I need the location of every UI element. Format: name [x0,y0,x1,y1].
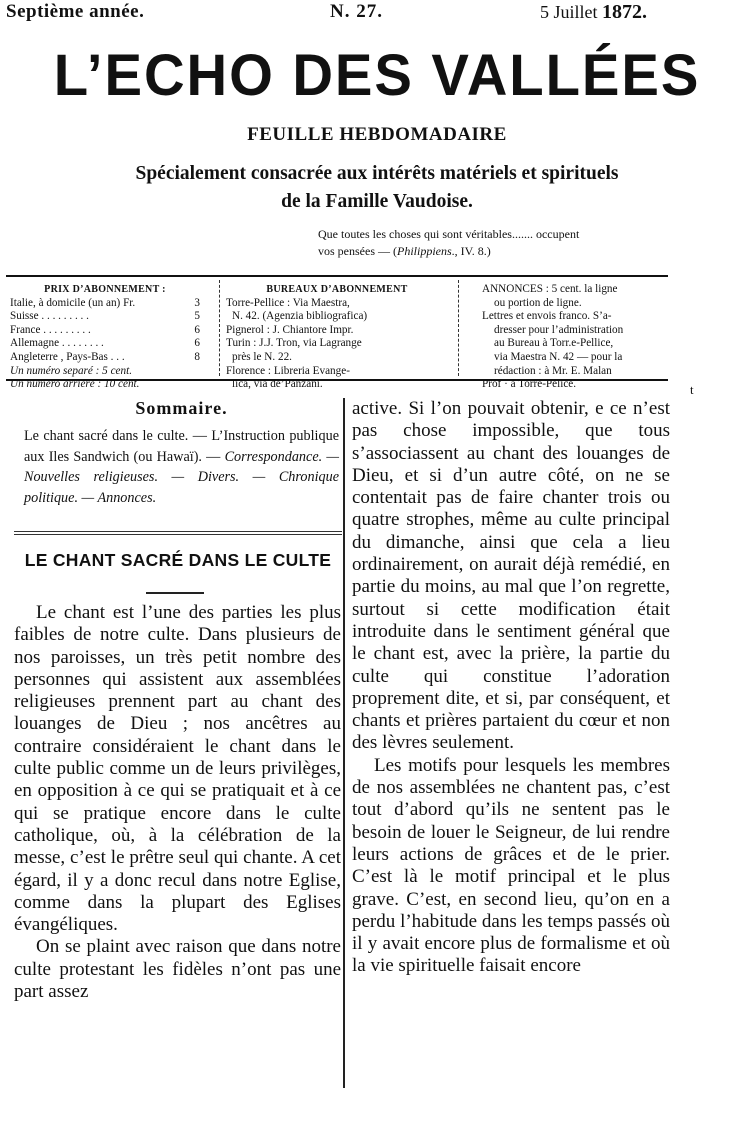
masthead-topline [0,0,754,26]
issue-year: 1872. [602,1,647,23]
advertising-line: rédaction : à Mr. E. Malan [494,364,612,377]
newspaper-subtitle: FEUILLE HEBDOMADAIRE [247,124,507,145]
price-label: Angleterre , Pays-Bas . . . [10,350,125,363]
advertising-line: Prof · à Torre-Pelice. [482,378,577,391]
office-line: près le N. 22. [232,350,292,363]
price-value: 6 [194,323,200,336]
article-paragraph: Le chant est l’une des parties les plus faibles de notre culte. Dans plusieurs de nos paroisses, un très petit nombre des personnes qui assistent aux assemblées religieuses prennent part au chant des louanges de Dieu ; nos ancêtres au contraire considéraient le chant dans le culte public comme un de leurs privilèges, en opposition à ce qui se pratiquait et à ce qui se pratique encore dans le culte catholique, où, à la célébration de la messe, c’est le prêtre seul qui chante. A cet égard, il y a donc recul dans notre Eglise, comme dans la plupart des Eglises évangéliques. [14,602,341,936]
office-line: lica, via de’Panzani. [232,378,323,391]
price-value: 5 [194,310,200,323]
issue-number: N. 27. [330,1,383,22]
price-row [10,337,200,351]
office-line: Turin : J.J. Tron, via Lagrange [226,337,362,350]
column-rule [343,398,345,1088]
price-label: Suisse . . . . . . . . . [10,310,89,323]
advertising-line: ou portion de ligne. [494,296,582,309]
price-row [10,310,200,324]
price-label: Italie, à domicile (un an) Fr. [10,296,136,309]
summary-rule [14,534,342,535]
price-row [10,351,200,365]
subscription-offices [226,283,448,392]
subscription-prices [10,283,200,392]
price-label: France . . . . . . . . . [10,323,91,336]
advertising-info [482,283,674,392]
advertising-line: ANNONCES : 5 cent. la ligne [482,283,618,295]
offices-heading: BUREAUX D’ABONNEMENT [266,284,408,295]
band-top-rule [6,275,668,277]
article-paragraph: Les motifs pour lesquels les membres de nos assemblées ne chantent pas, c’est tout d’abord qu’ils ne sentent pas le besoin de louer le Seigneur, de lui rendre leurs actions de grâces et de le prier. C’est là le motif principal et le plus grave. C’est, en second lieu, qu’on en a perdu l’habitude dans les temps passés où il y avait encore plus de formalisme et où la vie spirituelle faisait encore [352,754,670,977]
band-separator [219,280,220,376]
article-paragraph: active. Si l’on pouvait obtenir, e ce n’est pas chose impossible, que tous s’associassent au chant des louanges de Dieu, et si d’un autre côté, on ne se contentait pas de faire chanter trois ou quatre strophes, même au culte principal du dimanche, ainsi que cela a lieu ordinairement, on aurait déjà remédié, en partie du moins, au mal que l’on regrette, surtout si cette modification était introduite dans le sentiment général que le chant est, avec la prière, la partie du culte qui constitue l’adoration proprement dite, et si, par conséquent, et chants et prières partaient du cœur et non des lèvres seulement. [352,398,670,754]
price-value: 3 [194,296,200,309]
article-paragraph: On se plaint avec raison que dans notre culte protestant les fidèles n’ont pas une part assez [14,936,341,1003]
newspaper-title: L’ECHO DES VALLÉES [53,43,701,108]
advertising-line: Lettres et envois franco. S’a- [482,310,612,323]
advertising-line: dresser pour l’administration [494,323,624,336]
stray-mark: t [690,382,694,397]
offices-list [226,297,448,392]
motto-quote: Que toutes les choses qui sont véritables....... occupent vos pensées — (Philippiens., IV. 8.) [318,227,580,258]
newspaper-tagline: Spécialement consacrée aux intérêts matériels et spirituels de la Famille Vaudoise. [135,163,619,212]
prices-list [10,297,200,365]
office-line: Florence : Libreria Evange- [226,364,350,377]
summary-rule [14,531,342,532]
summary-text: Le chant sacré dans le culte. — L’Instruction publique aux Iles Sandwich (ou Hawaï). — Correspondance. — Nouvelles religieuses. — Divers. — Chronique politique. — Annonces. [24,428,339,506]
price-note-back: Un numéro arriéré : 10 cent. [10,378,140,391]
article-right-column [352,398,670,978]
prices-heading: PRIX D’ABONNEMENT : [44,284,166,295]
price-value: 8 [194,350,200,363]
price-label: Allemagne . . . . . . . . [10,337,104,350]
price-row [10,297,200,311]
advertising-line: au Bureau à Torr.e-Pellice, [494,337,614,350]
article-title: LE CHANT SACRÉ DANS LE CULTE [24,550,332,570]
office-line: N. 42. (Agenzia bibliografica) [232,310,368,323]
band-separator [458,280,459,376]
office-line: Pignerol : J. Chiantore Impr. [226,323,354,336]
summary-title: Sommaire. [135,398,228,418]
price-row [10,324,200,338]
title-dash [146,592,204,594]
article-left-column [14,602,341,1003]
office-line: Torre-Pellice : Via Maestra, [226,296,350,309]
advertising-list [482,283,674,392]
price-value: 6 [194,337,200,350]
volume-year: Septième année. [6,1,145,22]
advertising-line: via Maestra N. 42 — pour la [494,350,623,363]
price-note-single: Un numéro separé : 5 cent. [10,364,132,377]
issue-date: 5 Juillet 1872. [540,1,647,23]
